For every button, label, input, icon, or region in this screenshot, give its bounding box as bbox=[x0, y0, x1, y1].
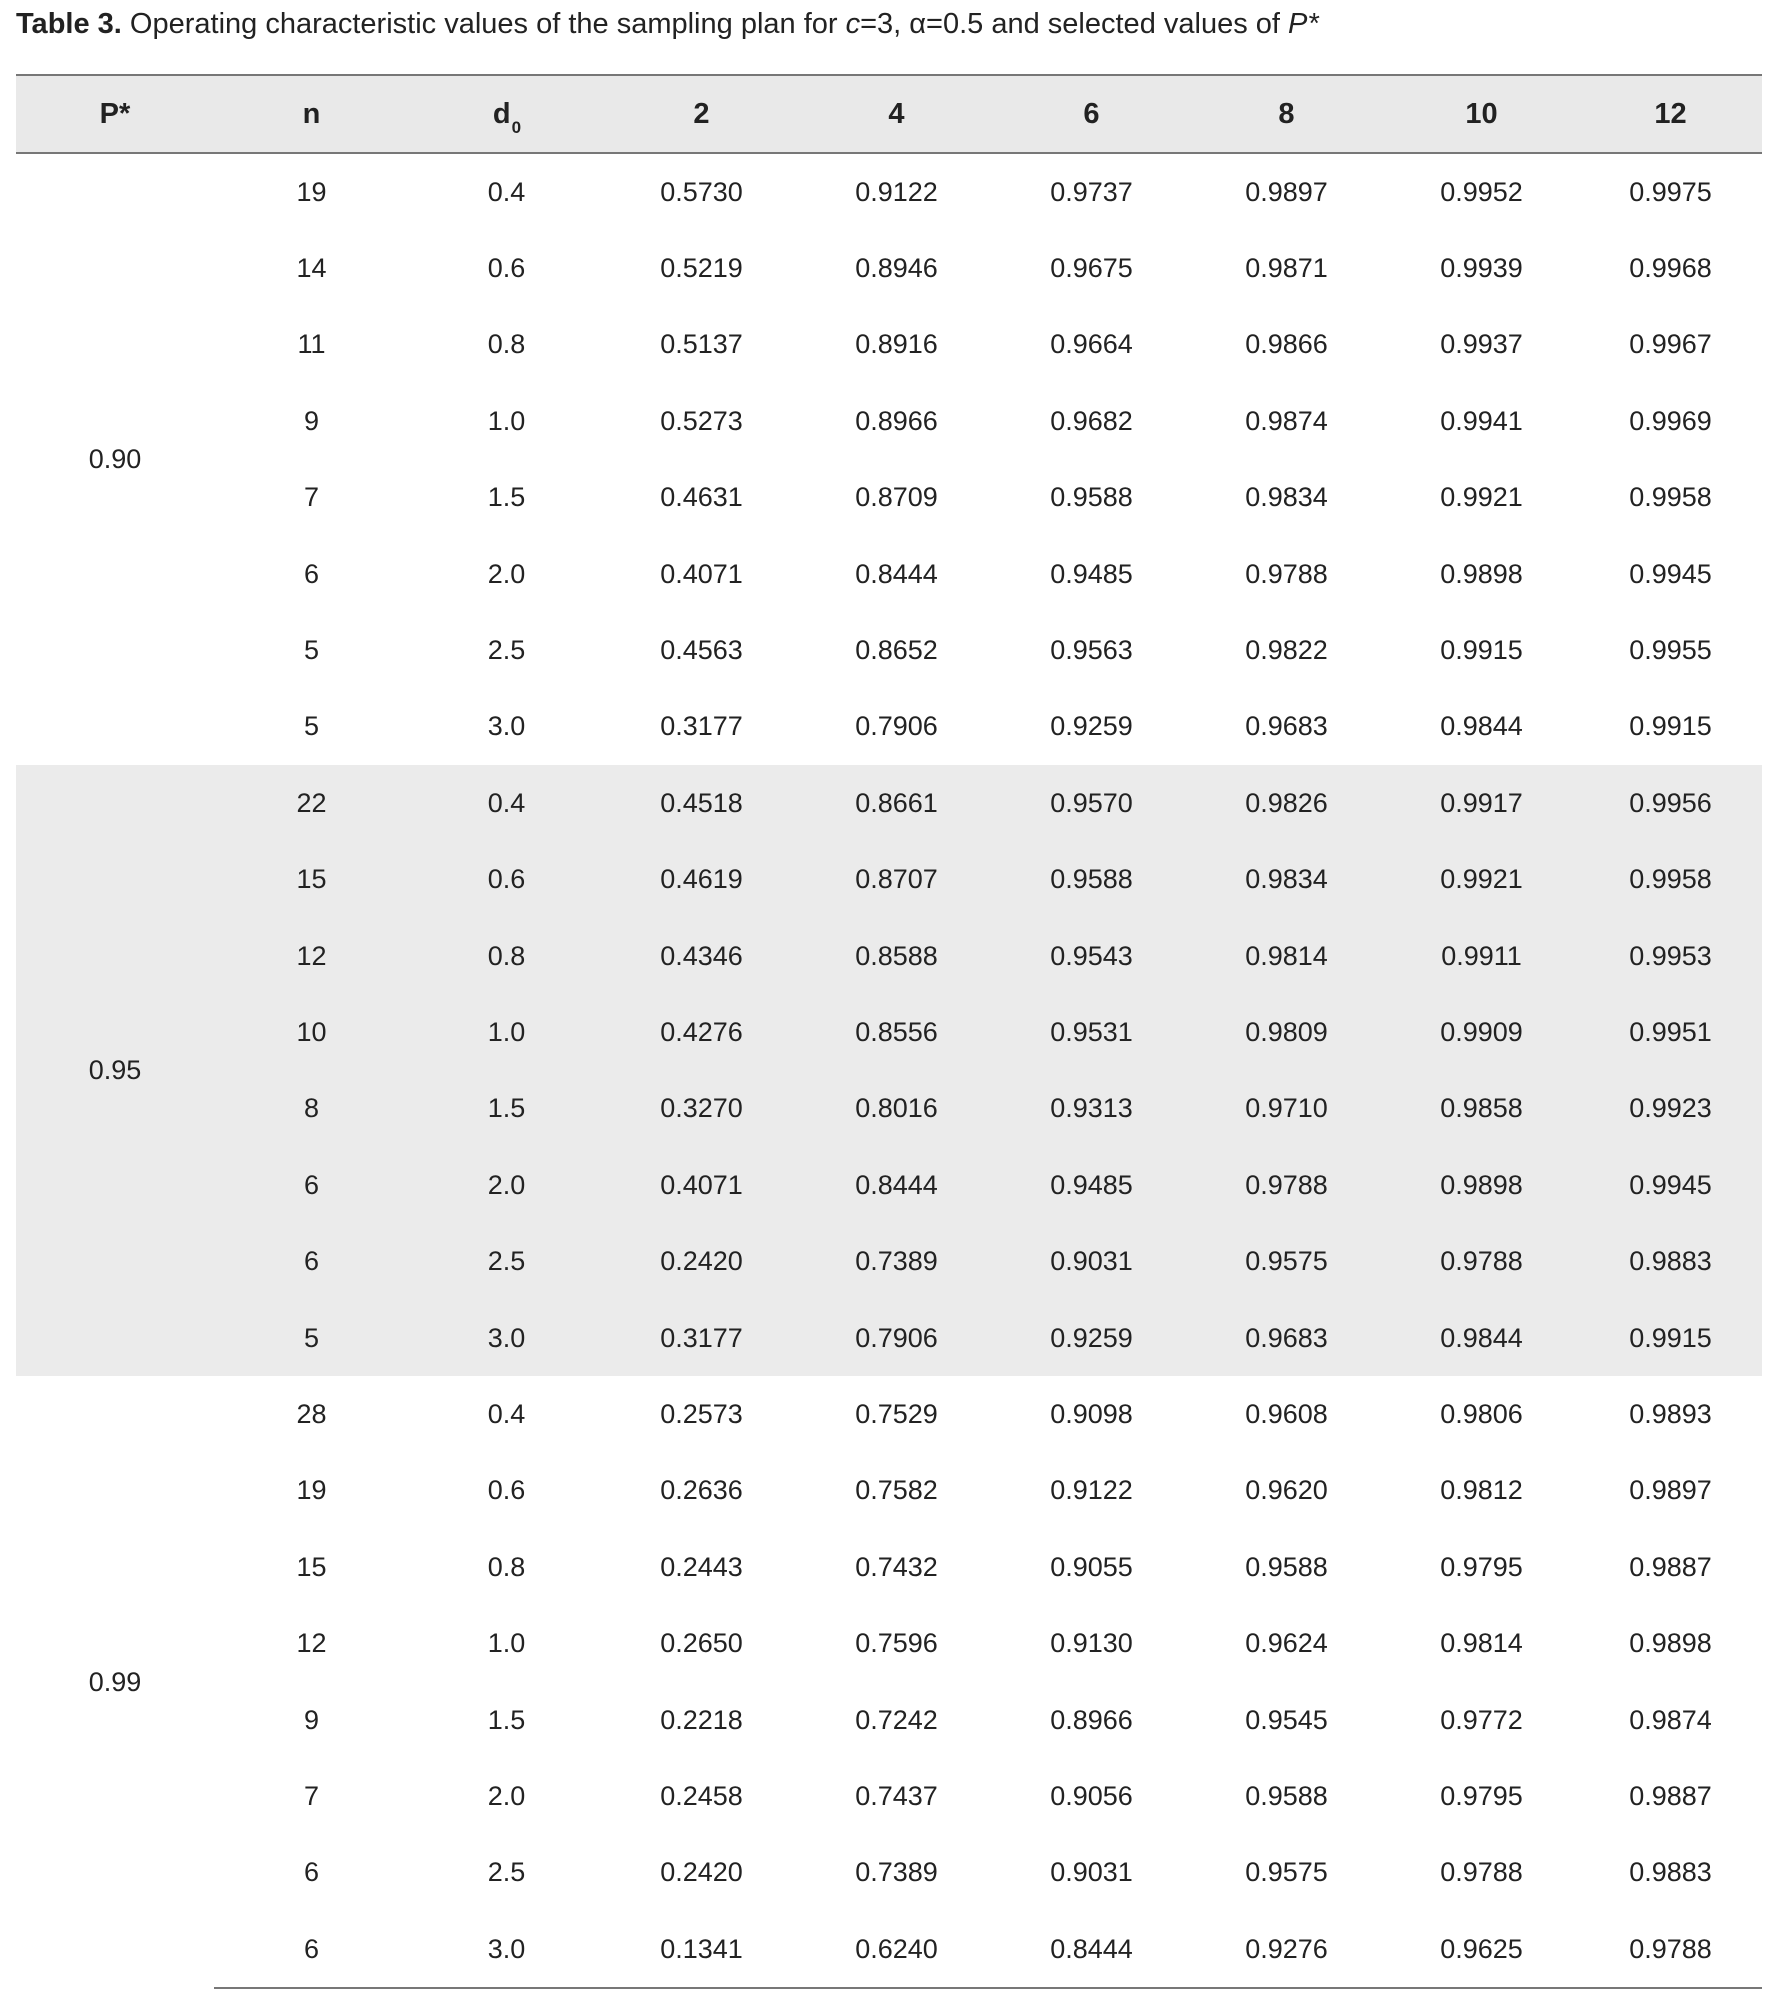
value-cell: 0.9915 bbox=[1440, 635, 1523, 666]
table-group-3 bbox=[16, 1376, 1762, 1988]
value-cell: 0.9806 bbox=[1440, 1398, 1523, 1429]
n-cell: 5 bbox=[303, 635, 320, 666]
header-n: n bbox=[214, 75, 409, 153]
value-cell: 0.9788 bbox=[1579, 1911, 1762, 1988]
table-row bbox=[16, 1147, 1762, 1223]
value-cell: 0.7596 bbox=[855, 1628, 938, 1659]
value-cell: 0.9675 bbox=[1050, 253, 1133, 284]
value-cell: 0.5137 bbox=[660, 329, 743, 360]
value-cell: 0.9941 bbox=[1440, 405, 1523, 436]
value-cell: 0.9563 bbox=[1050, 635, 1133, 666]
n-cell: 5 bbox=[303, 711, 320, 742]
value-cell: 0.4563 bbox=[660, 635, 743, 666]
header-col-8: 8 bbox=[1189, 75, 1384, 153]
d0-cell: 0.8 bbox=[409, 918, 604, 994]
value-cell: 0.7432 bbox=[855, 1551, 938, 1582]
d0-cell: 0.4 bbox=[487, 176, 526, 207]
value-cell: 0.7242 bbox=[855, 1704, 938, 1735]
value-cell: 0.8966 bbox=[1050, 1704, 1133, 1735]
n-cell: 19 bbox=[296, 1475, 327, 1506]
value-cell: 0.9098 bbox=[1050, 1398, 1133, 1429]
value-cell: 0.8946 bbox=[855, 253, 938, 284]
value-cell: 0.2443 bbox=[660, 1551, 743, 1582]
value-cell: 0.9826 bbox=[1189, 765, 1384, 841]
d0-cell: 2.0 bbox=[409, 1147, 604, 1223]
value-cell: 0.9772 bbox=[1440, 1704, 1523, 1735]
table-row bbox=[16, 1300, 1762, 1376]
value-cell: 0.9951 bbox=[1579, 994, 1762, 1070]
caption-label: Table 3. bbox=[16, 8, 122, 40]
oc-table bbox=[16, 74, 1762, 1989]
header-d-subscript: 0 bbox=[511, 117, 522, 137]
value-cell: 0.2458 bbox=[660, 1780, 743, 1811]
value-cell: 0.9485 bbox=[1050, 558, 1133, 589]
n-cell: 19 bbox=[296, 176, 327, 207]
value-cell: 0.8661 bbox=[799, 765, 994, 841]
value-cell: 0.9958 bbox=[1629, 482, 1712, 513]
value-cell: 0.9545 bbox=[1245, 1704, 1328, 1735]
value-cell: 0.3177 bbox=[660, 711, 743, 742]
header-d: d bbox=[492, 97, 511, 130]
value-cell: 0.9898 bbox=[1629, 1628, 1712, 1659]
value-cell: 0.9887 bbox=[1629, 1780, 1712, 1811]
value-cell: 0.9911 bbox=[1384, 918, 1579, 994]
n-cell: 22 bbox=[214, 765, 409, 841]
value-cell: 0.9897 bbox=[1245, 176, 1328, 207]
value-cell: 0.2218 bbox=[660, 1704, 743, 1735]
value-cell: 0.9844 bbox=[1384, 1300, 1579, 1376]
header-col-12: 12 bbox=[1579, 75, 1762, 153]
value-cell: 0.9814 bbox=[1189, 918, 1384, 994]
value-cell: 0.9608 bbox=[1245, 1398, 1328, 1429]
d0-cell: 2.5 bbox=[487, 1857, 526, 1888]
n-cell: 7 bbox=[303, 1780, 320, 1811]
n-cell: 11 bbox=[297, 329, 326, 360]
table-row bbox=[16, 689, 1762, 765]
value-cell: 0.9945 bbox=[1579, 1147, 1762, 1223]
value-cell: 0.7437 bbox=[855, 1780, 938, 1811]
value-cell: 0.9834 bbox=[1245, 482, 1328, 513]
n-cell: 6 bbox=[303, 1857, 320, 1888]
d0-cell: 2.0 bbox=[487, 1780, 526, 1811]
n-cell: 9 bbox=[303, 1704, 320, 1735]
value-cell: 0.9975 bbox=[1629, 176, 1712, 207]
value-cell: 0.9909 bbox=[1384, 994, 1579, 1070]
value-cell: 0.9921 bbox=[1384, 842, 1579, 918]
table-row bbox=[16, 765, 1762, 841]
value-cell: 0.2650 bbox=[660, 1628, 743, 1659]
value-cell: 0.7389 bbox=[799, 1223, 994, 1299]
d0-cell: 1.5 bbox=[487, 482, 526, 513]
value-cell: 0.4518 bbox=[604, 765, 799, 841]
value-cell: 0.4071 bbox=[604, 1147, 799, 1223]
header-col-2: 2 bbox=[604, 75, 799, 153]
n-cell: 6 bbox=[214, 1147, 409, 1223]
table-row bbox=[16, 536, 1762, 612]
d0-cell: 1.0 bbox=[409, 994, 604, 1070]
table-row bbox=[16, 230, 1762, 306]
n-cell: 14 bbox=[296, 253, 327, 284]
d0-cell: 0.4 bbox=[487, 1398, 526, 1429]
caption-c-var: c bbox=[845, 8, 861, 40]
d0-cell: 3.0 bbox=[409, 1911, 604, 1988]
value-cell: 0.5730 bbox=[660, 176, 743, 207]
value-cell: 0.9588 bbox=[994, 842, 1189, 918]
value-cell: 0.8444 bbox=[855, 558, 938, 589]
table-row bbox=[16, 1835, 1762, 1911]
table-row bbox=[16, 1071, 1762, 1147]
value-cell: 0.5219 bbox=[660, 253, 743, 284]
n-cell: 6 bbox=[303, 558, 320, 589]
table-row bbox=[16, 153, 1762, 230]
table-header bbox=[16, 75, 1762, 153]
value-cell: 0.9953 bbox=[1579, 918, 1762, 994]
value-cell: 0.9921 bbox=[1440, 482, 1523, 513]
n-cell: 6 bbox=[214, 1223, 409, 1299]
value-cell: 0.8652 bbox=[855, 635, 938, 666]
value-cell: 0.9122 bbox=[1050, 1475, 1133, 1506]
value-cell: 0.7529 bbox=[855, 1398, 938, 1429]
value-cell: 0.9858 bbox=[1384, 1071, 1579, 1147]
value-cell: 0.3270 bbox=[604, 1071, 799, 1147]
table-group-1 bbox=[16, 153, 1762, 765]
d0-cell: 0.4 bbox=[409, 765, 604, 841]
value-cell: 0.9737 bbox=[1050, 176, 1133, 207]
d0-cell: 0.6 bbox=[409, 842, 604, 918]
header-d0 bbox=[409, 75, 604, 153]
value-cell: 0.9625 bbox=[1384, 1911, 1579, 1988]
value-cell: 0.9917 bbox=[1384, 765, 1579, 841]
value-cell: 0.9898 bbox=[1440, 558, 1523, 589]
value-cell: 0.9683 bbox=[1189, 1300, 1384, 1376]
value-cell: 0.9795 bbox=[1440, 1551, 1523, 1582]
table-caption bbox=[16, 6, 1319, 42]
d0-cell: 3.0 bbox=[409, 1300, 604, 1376]
table-row bbox=[16, 1605, 1762, 1681]
value-cell: 0.9923 bbox=[1579, 1071, 1762, 1147]
table-row bbox=[16, 460, 1762, 536]
value-cell: 0.9276 bbox=[1189, 1911, 1384, 1988]
table-row bbox=[16, 383, 1762, 459]
value-cell: 0.9822 bbox=[1245, 635, 1328, 666]
table-row bbox=[16, 1223, 1762, 1299]
value-cell: 0.9897 bbox=[1629, 1475, 1712, 1506]
table-row bbox=[16, 1758, 1762, 1834]
value-cell: 0.2420 bbox=[660, 1857, 743, 1888]
header-col-4: 4 bbox=[799, 75, 994, 153]
value-cell: 0.9844 bbox=[1440, 711, 1523, 742]
value-cell: 0.9809 bbox=[1189, 994, 1384, 1070]
header-col-10: 10 bbox=[1384, 75, 1579, 153]
table-row bbox=[16, 1911, 1762, 1988]
pstar-cell: 0.99 bbox=[88, 1666, 142, 1697]
value-cell: 0.2573 bbox=[660, 1398, 743, 1429]
value-cell: 0.1341 bbox=[604, 1911, 799, 1988]
value-cell: 0.9945 bbox=[1629, 558, 1712, 589]
value-cell: 0.8016 bbox=[799, 1071, 994, 1147]
value-cell: 0.8444 bbox=[799, 1147, 994, 1223]
value-cell: 0.4276 bbox=[604, 994, 799, 1070]
value-cell: 0.9031 bbox=[994, 1223, 1189, 1299]
header-row bbox=[16, 75, 1762, 153]
d0-cell: 1.5 bbox=[409, 1071, 604, 1147]
value-cell: 0.4071 bbox=[660, 558, 743, 589]
value-cell: 0.8966 bbox=[855, 405, 938, 436]
value-cell: 0.5273 bbox=[660, 405, 743, 436]
value-cell: 0.9575 bbox=[1189, 1223, 1384, 1299]
value-cell: 0.7582 bbox=[855, 1475, 938, 1506]
value-cell: 0.9883 bbox=[1579, 1223, 1762, 1299]
value-cell: 0.9122 bbox=[855, 176, 938, 207]
value-cell: 0.9055 bbox=[1050, 1551, 1133, 1582]
value-cell: 0.9915 bbox=[1629, 711, 1712, 742]
table-row bbox=[16, 1376, 1762, 1452]
value-cell: 0.3177 bbox=[604, 1300, 799, 1376]
value-cell: 0.9664 bbox=[1050, 329, 1133, 360]
value-cell: 0.9967 bbox=[1629, 329, 1712, 360]
value-cell: 0.9788 bbox=[1384, 1223, 1579, 1299]
table-row bbox=[16, 1529, 1762, 1605]
table-row bbox=[16, 994, 1762, 1070]
caption-text-2: =3, α=0.5 and selected values of bbox=[860, 8, 1280, 40]
value-cell: 0.9874 bbox=[1245, 405, 1328, 436]
value-cell: 0.9952 bbox=[1440, 176, 1523, 207]
n-cell: 8 bbox=[214, 1071, 409, 1147]
table-row bbox=[16, 1453, 1762, 1529]
table-row bbox=[16, 842, 1762, 918]
header-pstar: P* bbox=[16, 75, 214, 153]
value-cell: 0.9543 bbox=[994, 918, 1189, 994]
value-cell: 0.8709 bbox=[855, 482, 938, 513]
value-cell: 0.9883 bbox=[1629, 1857, 1712, 1888]
d0-cell: 2.5 bbox=[409, 1223, 604, 1299]
value-cell: 0.9788 bbox=[1245, 558, 1328, 589]
value-cell: 0.9898 bbox=[1384, 1147, 1579, 1223]
pstar-cell: 0.90 bbox=[88, 444, 142, 475]
value-cell: 0.9575 bbox=[1245, 1857, 1328, 1888]
n-cell: 7 bbox=[303, 482, 320, 513]
value-cell: 0.8588 bbox=[799, 918, 994, 994]
caption-p-var: P* bbox=[1288, 8, 1319, 40]
value-cell: 0.9887 bbox=[1629, 1551, 1712, 1582]
value-cell: 0.9955 bbox=[1629, 635, 1712, 666]
value-cell: 0.9620 bbox=[1245, 1475, 1328, 1506]
n-cell: 10 bbox=[214, 994, 409, 1070]
n-cell: 9 bbox=[303, 405, 320, 436]
value-cell: 0.8444 bbox=[994, 1911, 1189, 1988]
value-cell: 0.9874 bbox=[1629, 1704, 1712, 1735]
value-cell: 0.9956 bbox=[1579, 765, 1762, 841]
value-cell: 0.7906 bbox=[799, 1300, 994, 1376]
value-cell: 0.7906 bbox=[855, 711, 938, 742]
n-cell: 15 bbox=[214, 842, 409, 918]
value-cell: 0.9958 bbox=[1579, 842, 1762, 918]
value-cell: 0.9588 bbox=[1245, 1551, 1328, 1582]
value-cell: 0.9814 bbox=[1440, 1628, 1523, 1659]
value-cell: 0.9485 bbox=[994, 1147, 1189, 1223]
value-cell: 0.9259 bbox=[994, 1300, 1189, 1376]
value-cell: 0.9624 bbox=[1245, 1628, 1328, 1659]
value-cell: 0.7389 bbox=[855, 1857, 938, 1888]
value-cell: 0.9570 bbox=[994, 765, 1189, 841]
table-row bbox=[16, 918, 1762, 994]
value-cell: 0.9795 bbox=[1440, 1780, 1523, 1811]
value-cell: 0.6240 bbox=[799, 1911, 994, 1988]
d0-cell: 1.5 bbox=[487, 1704, 526, 1735]
value-cell: 0.9871 bbox=[1245, 253, 1328, 284]
value-cell: 0.9834 bbox=[1189, 842, 1384, 918]
n-cell: 15 bbox=[296, 1551, 327, 1582]
d0-cell: 0.8 bbox=[487, 1551, 526, 1582]
value-cell: 0.8556 bbox=[799, 994, 994, 1070]
value-cell: 0.9968 bbox=[1629, 253, 1712, 284]
table-group-2 bbox=[16, 765, 1762, 1376]
value-cell: 0.9893 bbox=[1629, 1398, 1712, 1429]
value-cell: 0.9866 bbox=[1245, 329, 1328, 360]
value-cell: 0.8707 bbox=[799, 842, 994, 918]
value-cell: 0.9682 bbox=[1050, 405, 1133, 436]
value-cell: 0.9588 bbox=[1050, 482, 1133, 513]
value-cell: 0.9056 bbox=[1050, 1780, 1133, 1811]
header-col-6: 6 bbox=[994, 75, 1189, 153]
d0-cell: 3.0 bbox=[487, 711, 526, 742]
value-cell: 0.9259 bbox=[1050, 711, 1133, 742]
value-cell: 0.9969 bbox=[1629, 405, 1712, 436]
value-cell: 0.9710 bbox=[1189, 1071, 1384, 1147]
d0-cell: 2.5 bbox=[487, 635, 526, 666]
table-row bbox=[16, 307, 1762, 383]
value-cell: 0.9531 bbox=[994, 994, 1189, 1070]
d0-cell: 1.0 bbox=[487, 405, 526, 436]
value-cell: 0.4631 bbox=[660, 482, 743, 513]
pstar-cell: 0.95 bbox=[16, 765, 214, 1376]
value-cell: 0.9031 bbox=[1050, 1857, 1133, 1888]
value-cell: 0.4346 bbox=[604, 918, 799, 994]
n-cell: 28 bbox=[296, 1398, 327, 1429]
d0-cell: 0.6 bbox=[487, 1475, 526, 1506]
value-cell: 0.9788 bbox=[1189, 1147, 1384, 1223]
caption-text-1: Operating characteristic values of the sampling plan for bbox=[129, 8, 838, 40]
n-cell: 12 bbox=[214, 918, 409, 994]
value-cell: 0.9937 bbox=[1440, 329, 1523, 360]
value-cell: 0.9313 bbox=[994, 1071, 1189, 1147]
d0-cell: 1.0 bbox=[487, 1628, 526, 1659]
value-cell: 0.9939 bbox=[1440, 253, 1523, 284]
n-cell: 6 bbox=[214, 1911, 409, 1988]
value-cell: 0.4619 bbox=[604, 842, 799, 918]
n-cell: 12 bbox=[296, 1628, 327, 1659]
table-row bbox=[16, 612, 1762, 688]
d0-cell: 0.6 bbox=[487, 253, 526, 284]
d0-cell: 2.0 bbox=[487, 558, 526, 589]
value-cell: 0.8916 bbox=[855, 329, 938, 360]
d0-cell: 0.8 bbox=[487, 329, 526, 360]
value-cell: 0.9130 bbox=[1050, 1628, 1133, 1659]
value-cell: 0.9788 bbox=[1440, 1857, 1523, 1888]
table-row bbox=[16, 1682, 1762, 1758]
value-cell: 0.9588 bbox=[1245, 1780, 1328, 1811]
value-cell: 0.9683 bbox=[1245, 711, 1328, 742]
n-cell: 5 bbox=[214, 1300, 409, 1376]
value-cell: 0.9812 bbox=[1440, 1475, 1523, 1506]
value-cell: 0.9915 bbox=[1579, 1300, 1762, 1376]
value-cell: 0.2636 bbox=[660, 1475, 743, 1506]
value-cell: 0.2420 bbox=[604, 1223, 799, 1299]
